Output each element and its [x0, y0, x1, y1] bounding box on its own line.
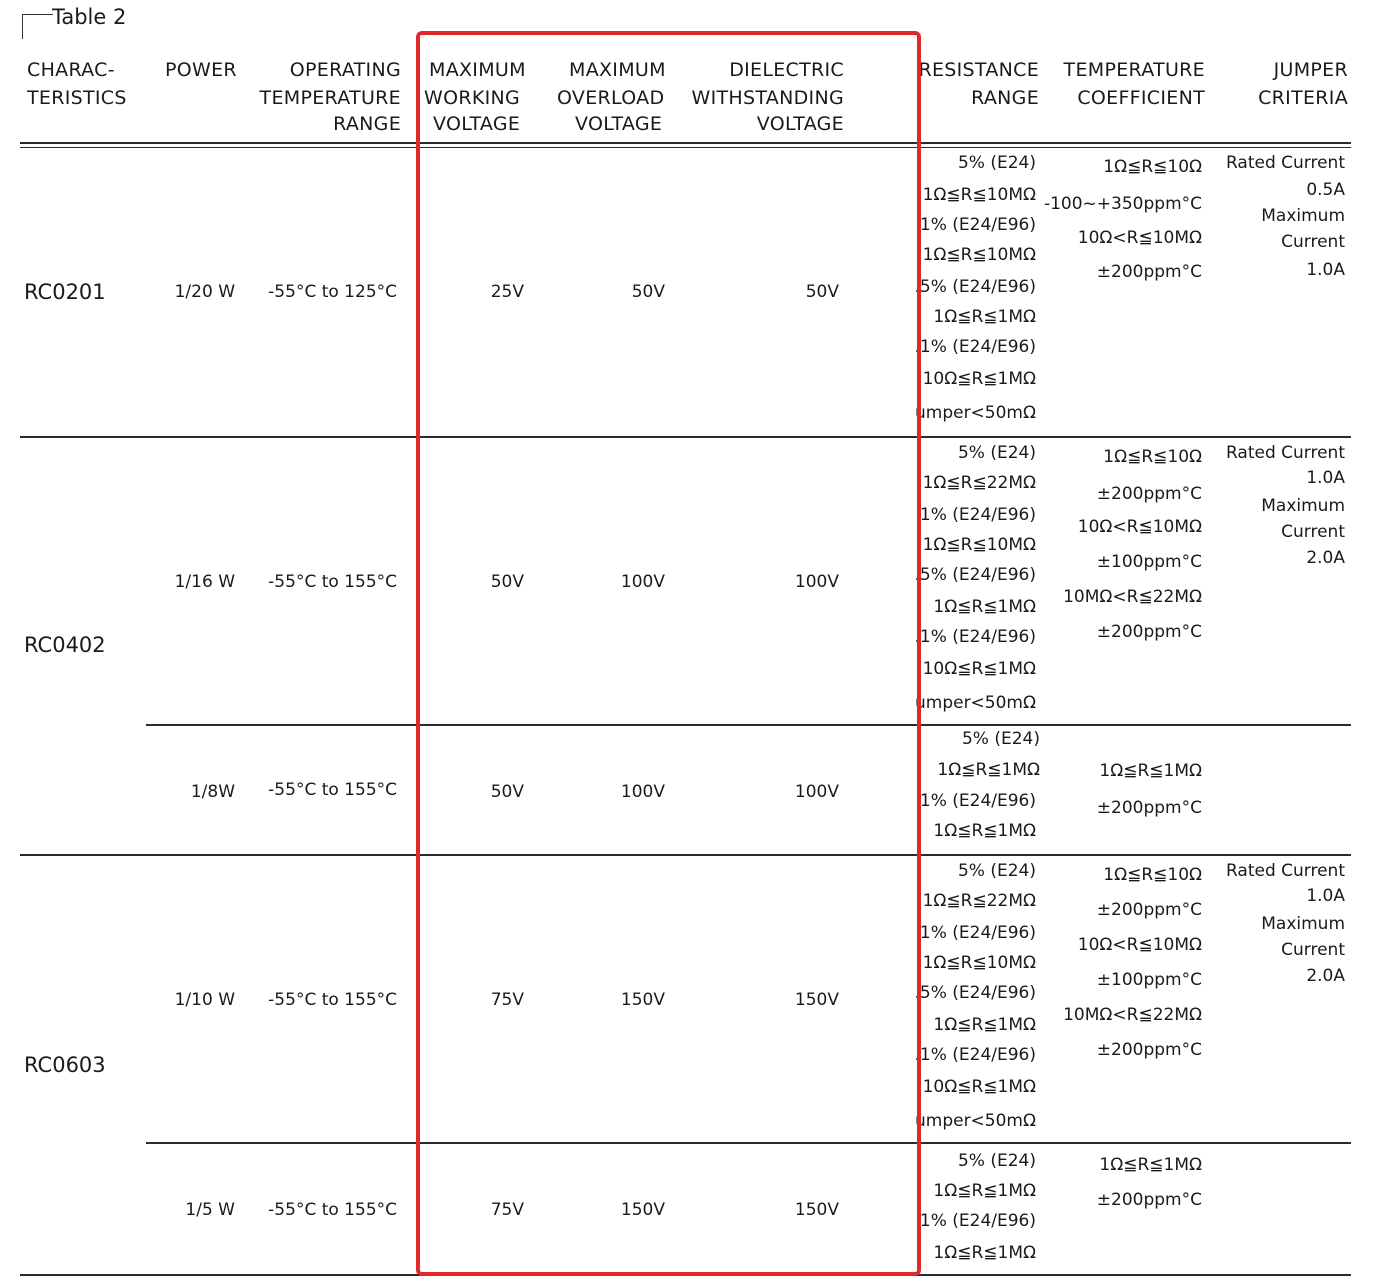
row-power: 1/10 W [174, 990, 235, 1010]
row-dielectric-voltage: 150V [794, 990, 839, 1010]
jumper-line: Current [1281, 522, 1345, 542]
jumper-line: Maximum [1261, 206, 1345, 226]
row-dielectric-voltage: 100V [794, 782, 839, 802]
resistance-line: 1% (E24/E96) [919, 215, 1036, 235]
resistance-line: .5% (E24/E96) [914, 277, 1036, 297]
tcr-line: -100~+350ppm°C [1043, 194, 1202, 214]
resistance-line: 5% (E24) [957, 861, 1036, 881]
tcr-line: ±200ppm°C [1096, 1190, 1202, 1210]
resistance-line: 1Ω≦R≦22MΩ [922, 891, 1036, 911]
resistance-line: 1Ω≦R≦10MΩ [922, 245, 1036, 265]
header-operating-temp-line-2: TEMPERATURE [259, 87, 401, 109]
jumper-line: Maximum [1261, 914, 1345, 934]
row-name: RC0402 [24, 633, 106, 657]
resistance-line: 1% (E24/E96) [919, 791, 1036, 811]
tcr-line: ±200ppm°C [1096, 1040, 1202, 1060]
row-name: RC0201 [24, 280, 106, 304]
row-working-voltage: 50V [490, 572, 524, 592]
row-dielectric-voltage: 50V [805, 282, 839, 302]
row-power: 1/16 W [174, 572, 235, 592]
row-overload-voltage: 100V [620, 572, 665, 592]
resistance-line: 10Ω≦R≦1MΩ [922, 369, 1036, 389]
header-resistance-range-line-2: RANGE [971, 87, 1039, 109]
tcr-line: 10MΩ<R≦22MΩ [1063, 1005, 1202, 1025]
jumper-line: 1.0A [1306, 468, 1345, 488]
row-name: RC0603 [24, 1053, 106, 1077]
row-dielectric-voltage: 150V [794, 1200, 839, 1220]
header-max-working-line-3: VOLTAGE [433, 113, 521, 135]
resistance-line: 1Ω≦R≦10MΩ [922, 535, 1036, 555]
header-dielectric-line-1: DIELECTRIC [729, 59, 844, 81]
jumper-line: Rated Current [1225, 443, 1345, 463]
resistance-line: 5% (E24) [957, 443, 1036, 463]
resistance-line: 1Ω≦R≦1MΩ [933, 597, 1036, 617]
row-temp: -55°C to 155°C [268, 1200, 397, 1220]
resistance-line: 1Ω≦R≦1MΩ [933, 307, 1036, 327]
tcr-line: 1Ω≦R≦10Ω [1103, 865, 1202, 885]
header-characteristics-line-1: CHARAC- [27, 59, 115, 81]
resistance-line: 1Ω≦R≦10MΩ [922, 185, 1036, 205]
header-jumper-line-2: CRITERIA [1258, 87, 1348, 109]
row-overload-voltage: 150V [620, 1200, 665, 1220]
tcr-line: ±200ppm°C [1096, 798, 1202, 818]
jumper-line: Current [1281, 232, 1345, 252]
resistance-line: .1% (E24/E96) [914, 337, 1036, 357]
row-overload-voltage: 100V [620, 782, 665, 802]
jumper-line: Rated Current [1225, 861, 1345, 881]
caption-bracket [22, 14, 53, 39]
header-dielectric-line-3: VOLTAGE [756, 113, 844, 135]
resistance-line: 5% (E24) [957, 1151, 1036, 1171]
tcr-line: 10Ω<R≦10MΩ [1077, 228, 1202, 248]
resistance-line: 1Ω≦R≦1MΩ [937, 760, 1040, 780]
table-caption: Table 2 [52, 5, 127, 29]
tcr-line: 10Ω<R≦10MΩ [1077, 935, 1202, 955]
tcr-line: 1Ω≦R≦10Ω [1103, 447, 1202, 467]
header-resistance-range-line-1: RESISTANCE [918, 59, 1039, 81]
tcr-line: 1Ω≦R≦10Ω [1103, 157, 1202, 177]
resistance-line: .1% (E24/E96) [914, 627, 1036, 647]
row-overload-voltage: 50V [631, 282, 665, 302]
resistance-line: 5% (E24) [957, 153, 1036, 173]
tcr-line: ±200ppm°C [1096, 262, 1202, 282]
tcr-line: ±200ppm°C [1096, 622, 1202, 642]
row-working-voltage: 25V [490, 282, 524, 302]
header-operating-temp-line-3: RANGE [333, 113, 401, 135]
row-overload-voltage: 150V [620, 990, 665, 1010]
row-temp: -55°C to 125°C [268, 282, 397, 302]
header-characteristics-line-2: TERISTICS [27, 87, 127, 109]
header-max-overload-line-2: OVERLOAD [557, 87, 665, 109]
resistance-line: umper<50mΩ [914, 403, 1036, 423]
resistance-line: umper<50mΩ [914, 693, 1036, 713]
resistance-line: 1% (E24/E96) [919, 923, 1036, 943]
jumper-line: 2.0A [1306, 548, 1345, 568]
jumper-line: 0.5A [1306, 180, 1345, 200]
jumper-line: 1.0A [1306, 260, 1345, 280]
resistance-line: .5% (E24/E96) [914, 565, 1036, 585]
header-max-working-line-1: MAXIMUM [429, 59, 526, 81]
resistance-line: 5% (E24) [961, 729, 1040, 749]
header-max-overload-line-3: VOLTAGE [575, 113, 663, 135]
row-power: 1/8W [190, 782, 235, 802]
resistance-line: .1% (E24/E96) [914, 1045, 1036, 1065]
resistance-line: 10Ω≦R≦1MΩ [922, 659, 1036, 679]
header-temp-coefficient-line-2: COEFFICIENT [1077, 87, 1205, 109]
resistance-line: 1% (E24/E96) [919, 1211, 1036, 1231]
tcr-line: ±100ppm°C [1096, 970, 1202, 990]
tcr-line: 10Ω<R≦10MΩ [1077, 517, 1202, 537]
jumper-line: 2.0A [1306, 966, 1345, 986]
resistance-line: 1Ω≦R≦1MΩ [933, 1181, 1036, 1201]
resistance-line: 1Ω≦R≦22MΩ [922, 473, 1036, 493]
header-max-working-line-2: WORKING [424, 87, 521, 109]
tcr-line: ±200ppm°C [1096, 484, 1202, 504]
row-temp: -55°C to 155°C [268, 990, 397, 1010]
resistance-line: .5% (E24/E96) [914, 983, 1036, 1003]
header-power-line-1: POWER [165, 59, 237, 81]
jumper-line: Current [1281, 940, 1345, 960]
tcr-line: 1Ω≦R≦1MΩ [1099, 761, 1202, 781]
row-temp: -55°C to 155°C [268, 780, 397, 800]
row-dielectric-voltage: 100V [794, 572, 839, 592]
row-working-voltage: 50V [490, 782, 524, 802]
header-max-overload-line-1: MAXIMUM [569, 59, 666, 81]
tcr-line: 1Ω≦R≦1MΩ [1099, 1155, 1202, 1175]
resistance-line: 1Ω≦R≦1MΩ [933, 1243, 1036, 1263]
resistance-line: umper<50mΩ [914, 1111, 1036, 1131]
header-dielectric-line-2: WITHSTANDING [691, 87, 844, 109]
highlight-box [416, 31, 921, 1276]
row-working-voltage: 75V [490, 1200, 524, 1220]
tcr-line: ±100ppm°C [1096, 552, 1202, 572]
resistance-line: 1Ω≦R≦1MΩ [933, 821, 1036, 841]
jumper-line: Maximum [1261, 496, 1345, 516]
tcr-line: 10MΩ<R≦22MΩ [1063, 587, 1202, 607]
resistance-line: 1Ω≦R≦1MΩ [933, 1015, 1036, 1035]
header-temp-coefficient-line-1: TEMPERATURE [1063, 59, 1205, 81]
row-power: 1/5 W [185, 1200, 235, 1220]
resistance-line: 10Ω≦R≦1MΩ [922, 1077, 1036, 1097]
jumper-line: Rated Current [1225, 153, 1345, 173]
tcr-line: ±200ppm°C [1096, 900, 1202, 920]
row-power: 1/20 W [174, 282, 235, 302]
jumper-line: 1.0A [1306, 886, 1345, 906]
header-jumper-line-1: JUMPER [1273, 59, 1348, 81]
resistance-line: 1% (E24/E96) [919, 505, 1036, 525]
row-temp: -55°C to 155°C [268, 572, 397, 592]
header-operating-temp-line-1: OPERATING [289, 59, 401, 81]
row-working-voltage: 75V [490, 990, 524, 1010]
resistance-line: 1Ω≦R≦10MΩ [922, 953, 1036, 973]
